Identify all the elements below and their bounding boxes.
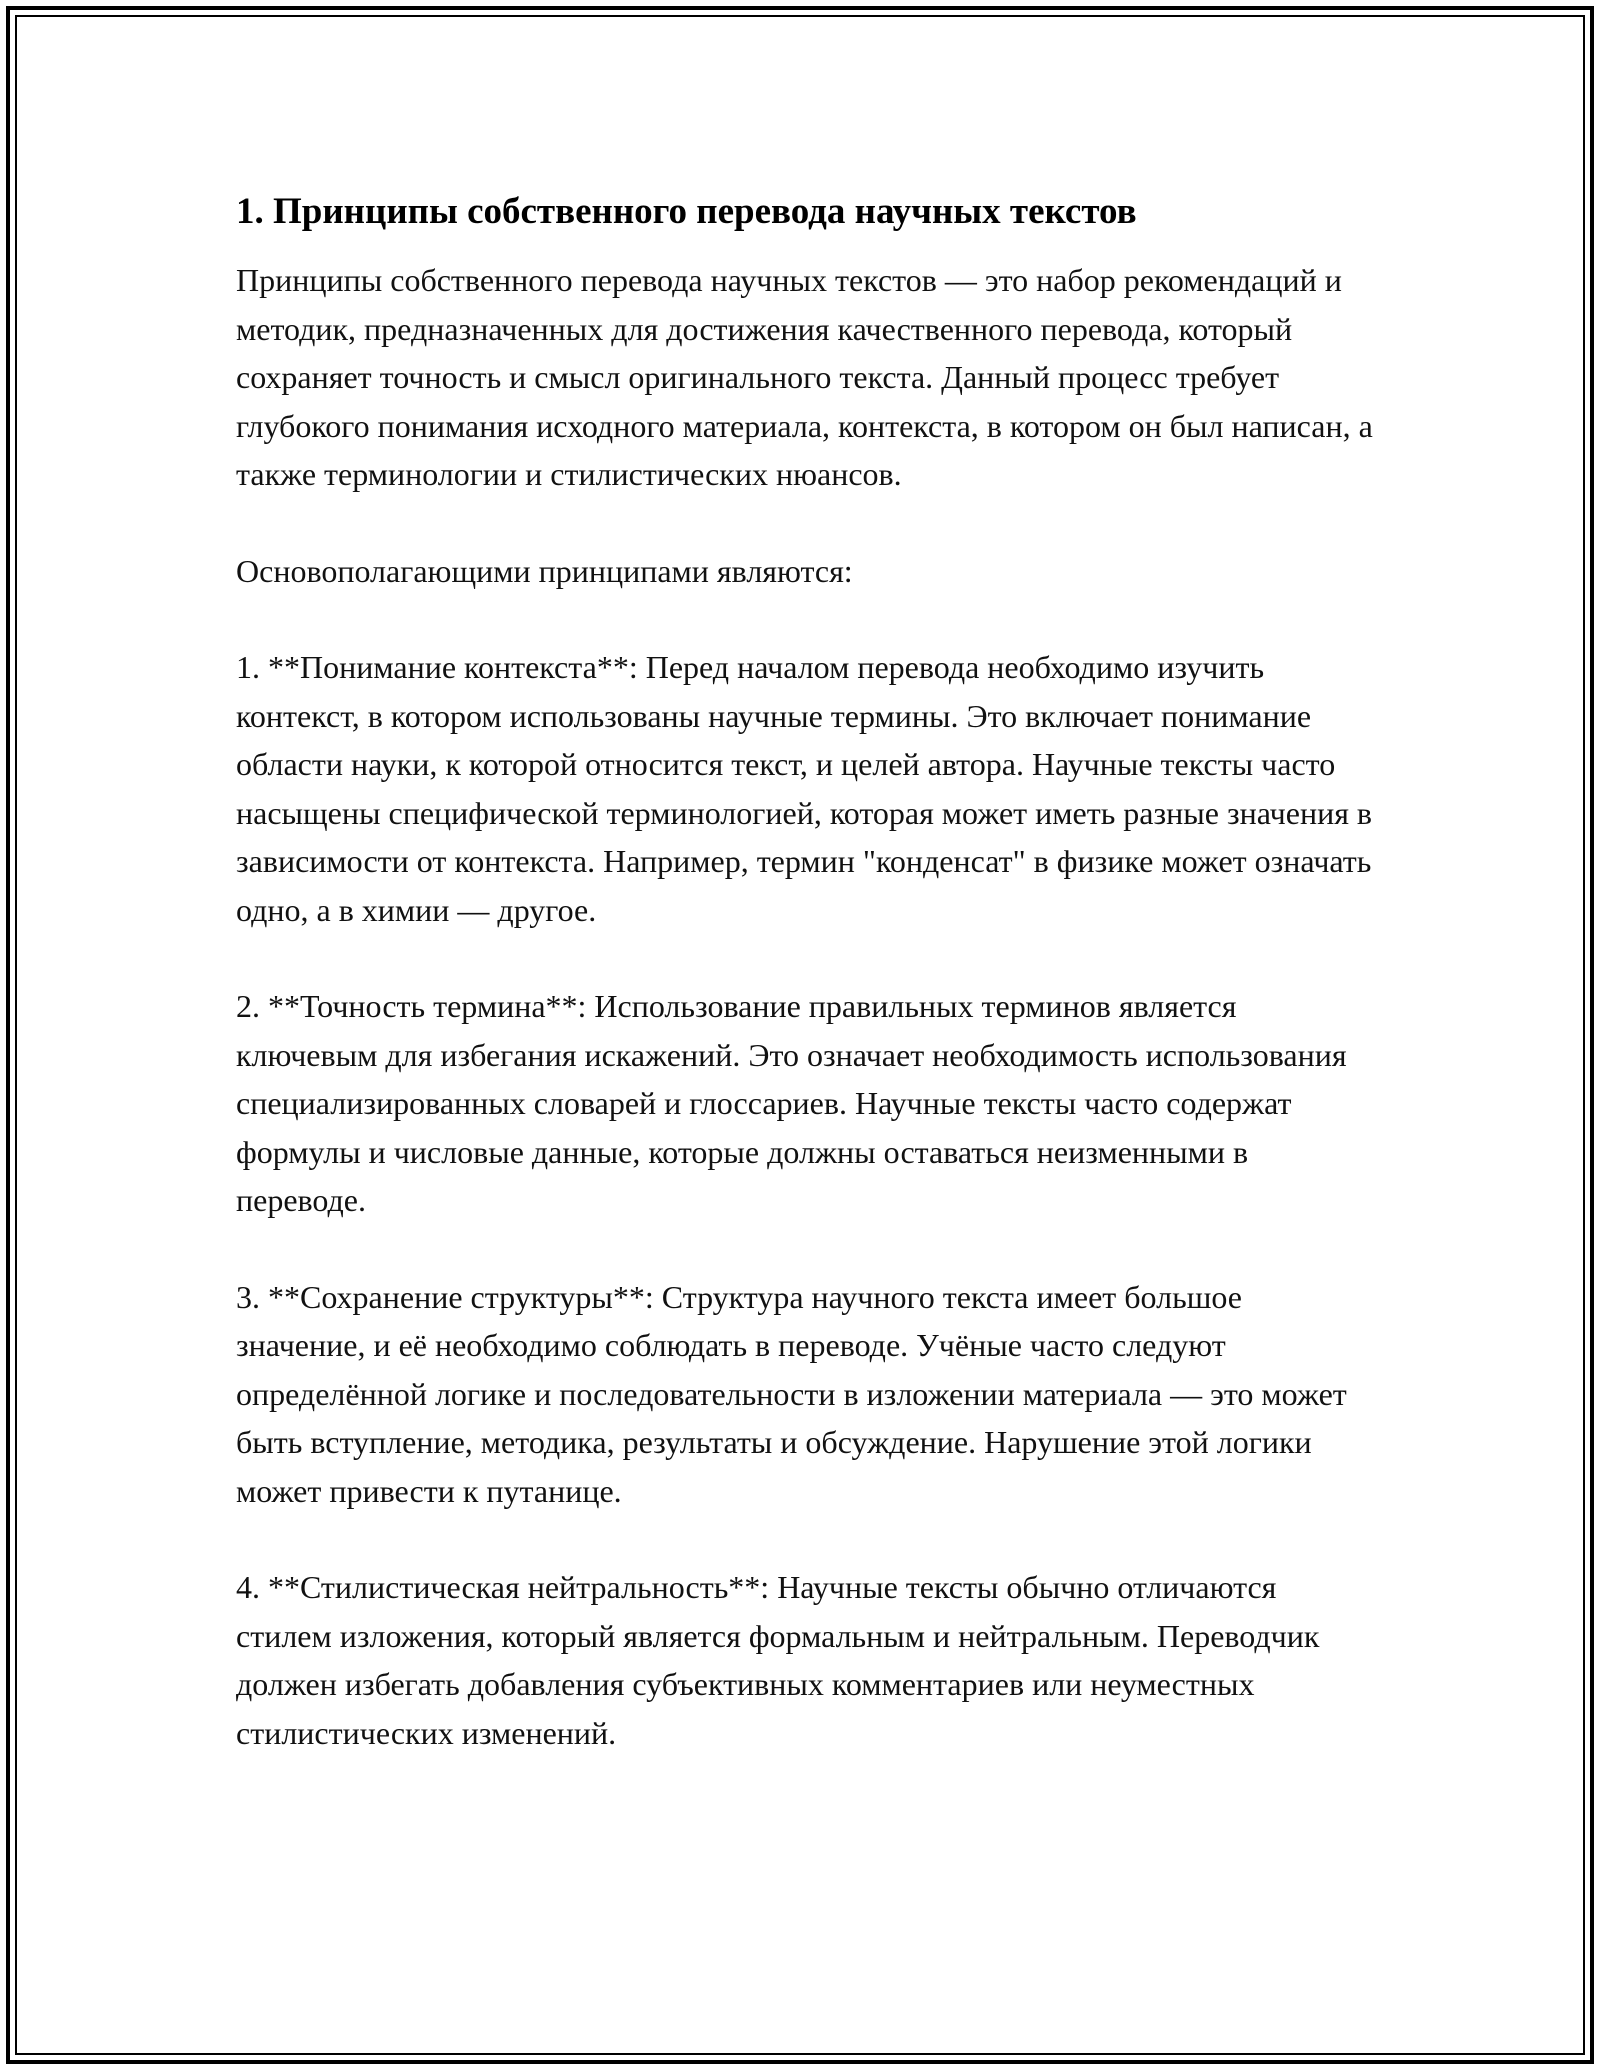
intro-paragraph: Принципы собственного перевода научных текстов — это набор рекомендаций и методик, предназначенных для достижения качественного перевода, который сохраняет точность и смысл оригинального текста. Данный процесс требует глубокого понимания исходного материала, контекста, в котором он был написан, а также терминологии и стилистических нюансов. bbox=[236, 262, 1373, 492]
principles-lead-in: Основополагающими принципами являются: bbox=[236, 552, 853, 589]
principle-style-neutrality: 4. **Стилистическая нейтральность**: Научные тексты обычно отличаются стилем изложения, который является формальным и нейтральным. Переводчик должен избегать добавления субъективных комментариев или неуместных стилистических изменений. bbox=[236, 1569, 1320, 1751]
principle-term-accuracy: 2. **Точность термина**: Использование правильных терминов является ключевым для избегания искажений. Это означает необходимость использования специализированных словарей и глоссариев. Научные тексты часто содержат формулы и числовые данные, которые должны оставаться неизменными в переводе. bbox=[236, 988, 1347, 1218]
section-heading: 1. Принципы собственного перевода научных текстов bbox=[236, 191, 1137, 232]
document-body bbox=[236, 188, 1376, 1805]
principle-context: 1. **Понимание контекста**: Перед началом перевода необходимо изучить контекст, в котором использованы научные термины. Это включает понимание области науки, к которой относится текст, и целей автора. Научные тексты часто насыщены специфической терминологией, которая может иметь разные значения в зависимости от контекста. Например, термин "конденсат" в физике может означать одно, а в химии — другое. bbox=[236, 649, 1373, 928]
principle-structure: 3. **Сохранение структуры**: Структура научного текста имеет большое значение, и её необходимо соблюдать в переводе. Учёные часто следуют определённой логике и последовательности в изложении материала — это может быть вступление, методика, результаты и обсуждение. Нарушение этой логики может привести к путанице. bbox=[236, 1278, 1347, 1509]
